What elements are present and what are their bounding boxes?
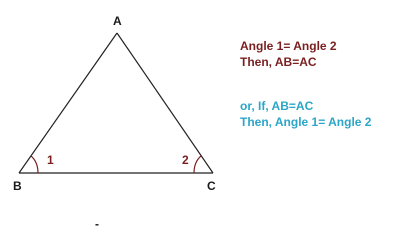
stray-mark: - <box>95 217 99 231</box>
side-ab <box>19 33 117 173</box>
statement-1-line-1: Angle 1= Angle 2 <box>240 39 337 53</box>
side-ac <box>117 33 213 173</box>
vertex-label-b: B <box>13 179 22 193</box>
angle-label-2: 2 <box>182 153 189 167</box>
statement-2-line-1: or, If, AB=AC <box>240 99 314 113</box>
angle-2-arc <box>194 156 201 173</box>
statement-1-line-2: Then, AB=AC <box>240 55 317 69</box>
statement-2-line-2: Then, Angle 1= Angle 2 <box>240 115 372 129</box>
angle-label-1: 1 <box>47 153 54 167</box>
vertex-label-c: C <box>207 179 216 193</box>
angle-1-arc <box>31 156 38 173</box>
statement-converse <box>240 38 337 70</box>
vertex-label-a: A <box>113 14 122 28</box>
statement-theorem <box>240 98 371 130</box>
